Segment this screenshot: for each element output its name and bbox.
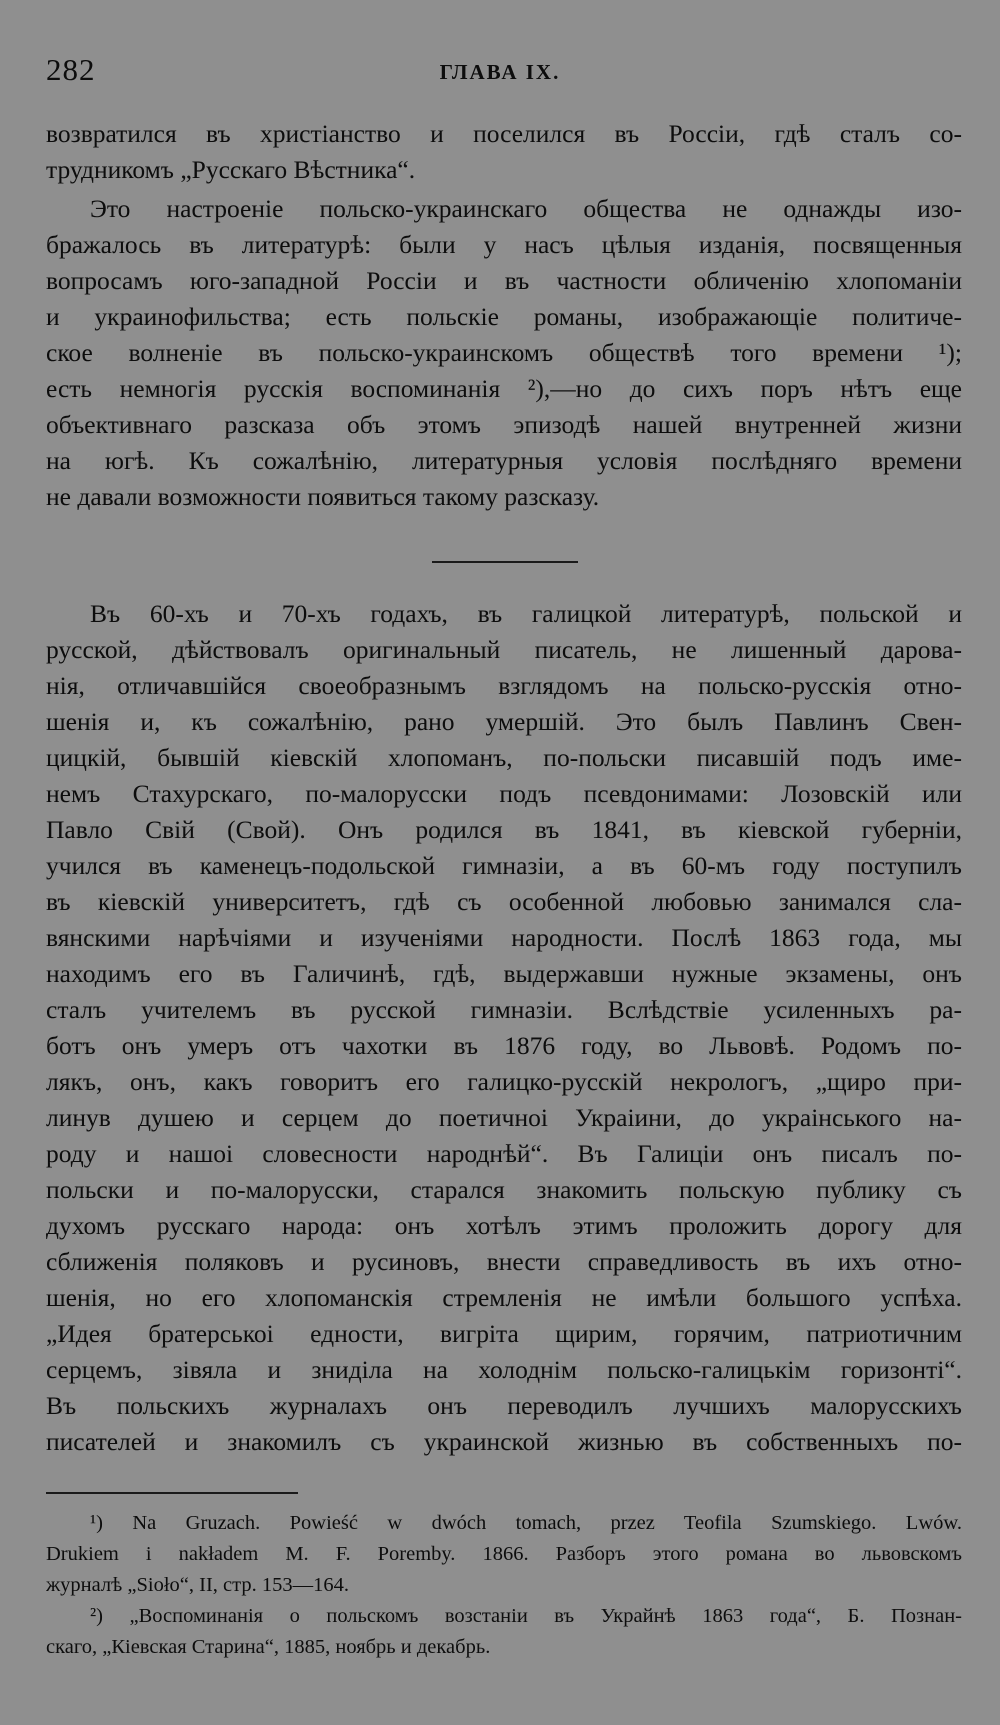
footnote-1 — [46, 1508, 962, 1601]
text-line: Въ польскихъ журналахъ онъ переводилъ лучшихъ малорусскихъ — [46, 1391, 962, 1420]
page-number: 282 — [46, 52, 96, 87]
footnote-line: ²) „Воспоминанія о польскомъ возстаніи въ Украйнѣ 1863 года“, Б. Познан- — [90, 1605, 962, 1627]
text-line: немъ Стахурскаго, по-малорусски подъ псевдонимами: Лозовскій или — [46, 779, 962, 808]
text-line: Павло Свій (Свой). Онъ родился въ 1841, въ кіевской губерніи, — [46, 815, 962, 844]
page-header — [0, 50, 1000, 90]
text-line: серцемъ, зівяла и зниділа на холоднім польско-галицькім горизонті“. — [46, 1355, 962, 1384]
text-line: нія, отличавшійся своеобразнымъ взглядомъ на польско-русскія отно- — [46, 671, 962, 700]
text-line: учился въ каменецъ-подольской гимназіи, а въ 60-мъ году поступилъ — [46, 851, 962, 880]
text-line: не давали возможности появиться такому разсказу. — [46, 482, 600, 511]
text-line: вянскими нарѣчіями и изученіями народности. Послѣ 1863 года, мы — [46, 923, 962, 952]
text-line: возвратился въ христіанство и поселился въ Россіи, гдѣ сталъ со- — [46, 119, 962, 148]
text-line: цицкій, бывшій кіевскій хлопоманъ, по-польски писавшій подъ име- — [46, 743, 962, 772]
text-line: польски и по-малорусски, старался знакомить польскую публику съ — [46, 1175, 962, 1204]
section-divider — [432, 561, 578, 563]
text-line: сближенія поляковъ и русиновъ, внести справедливость въ ихъ отно- — [46, 1247, 962, 1276]
footnote-line: скаго, „Кіевская Старина“, 1885, ноябрь и декабрь. — [46, 1636, 491, 1658]
text-line: Это настроеніе польско-украинскаго общества не однажды изо- — [90, 194, 962, 223]
text-line: духомъ русскаго народа: онъ хотѣлъ этимъ проложить дорогу для — [46, 1211, 962, 1240]
footnote-2 — [46, 1601, 962, 1663]
text-line: линув душею и серцем до поетичноі Украіини, до украінського на- — [46, 1103, 962, 1132]
text-line: шенія, но его хлопоманскія стремленія не имѣли большого успѣха. — [46, 1283, 962, 1312]
running-head: ГЛАВА IX. — [439, 60, 561, 84]
footnote-line: ¹) Na Gruzach. Powieść w dwóch tomach, przez Teofila Szumskiego. Lwów. — [90, 1512, 962, 1534]
paragraph-3 — [46, 596, 962, 1460]
text-line: лякъ, онъ, какъ говоритъ его галицко-русскій некрологъ, „щиро при- — [46, 1067, 962, 1096]
text-line: объективнаго разсказа объ этомъ эпизодѣ нашей внутренней жизни — [46, 410, 962, 439]
footnote-line: журналѣ „Sioło“, II, стр. 153—164. — [46, 1574, 349, 1596]
text-line: вопросамъ юго-западной Россіи и въ частности обличенію хлопоманіи — [46, 266, 962, 295]
paragraph-1 — [46, 116, 962, 188]
footnote-divider — [46, 1492, 298, 1494]
text-line: ское волненіе въ польско-украинскомъ обществѣ того времени ¹); — [46, 338, 962, 367]
text-line: и украинофильства; есть польскіе романы, изображающіе политиче- — [46, 302, 962, 331]
text-line: на югѣ. Къ сожалѣнію, литературныя условія послѣдняго времени — [46, 446, 962, 475]
text-line: ботъ онъ умеръ отъ чахотки въ 1876 году, во Львовѣ. Родомъ по- — [46, 1031, 962, 1060]
text-line: роду и нашоі словесности народнѣй“. Въ Галиціи онъ писалъ по- — [46, 1139, 962, 1168]
text-line: шенія и, къ сожалѣнію, рано умершій. Это былъ Павлинъ Свен- — [46, 707, 962, 736]
paragraph-2 — [46, 191, 962, 515]
text-line: есть немногія русскія воспоминанія ²),—но до сихъ поръ нѣтъ еще — [46, 374, 962, 403]
text-line: находимъ его въ Галичинѣ, гдѣ, выдержавши нужные экзамены, онъ — [46, 959, 962, 988]
text-line: трудникомъ „Русскаго Вѣстника“. — [46, 155, 416, 184]
text-line: Въ 60-хъ и 70-хъ годахъ, въ галицкой литературѣ, польской и — [90, 599, 962, 628]
text-line: „Идея братерськоі едности, вигріта щирим, горячим, патриотичним — [46, 1319, 962, 1348]
text-line: писателей и знакомилъ съ украинской жизнью въ собственныхъ по- — [46, 1427, 962, 1456]
footnote-line: Drukiem i nakładem M. F. Poremby. 1866. Разборъ этого романа во львовскомъ — [46, 1543, 962, 1565]
text-line: сталъ учителемъ въ русской гимназіи. Вслѣдствіе усиленныхъ ра- — [46, 995, 962, 1024]
text-line: въ кіевскій университетъ, гдѣ съ особенной любовью занимался сла- — [46, 887, 962, 916]
text-line: бражалось въ литературѣ: были у насъ цѣлыя изданія, посвященныя — [46, 230, 962, 259]
text-line: русской, дѣйствовалъ оригинальный писатель, не лишенный дарова- — [46, 635, 962, 664]
